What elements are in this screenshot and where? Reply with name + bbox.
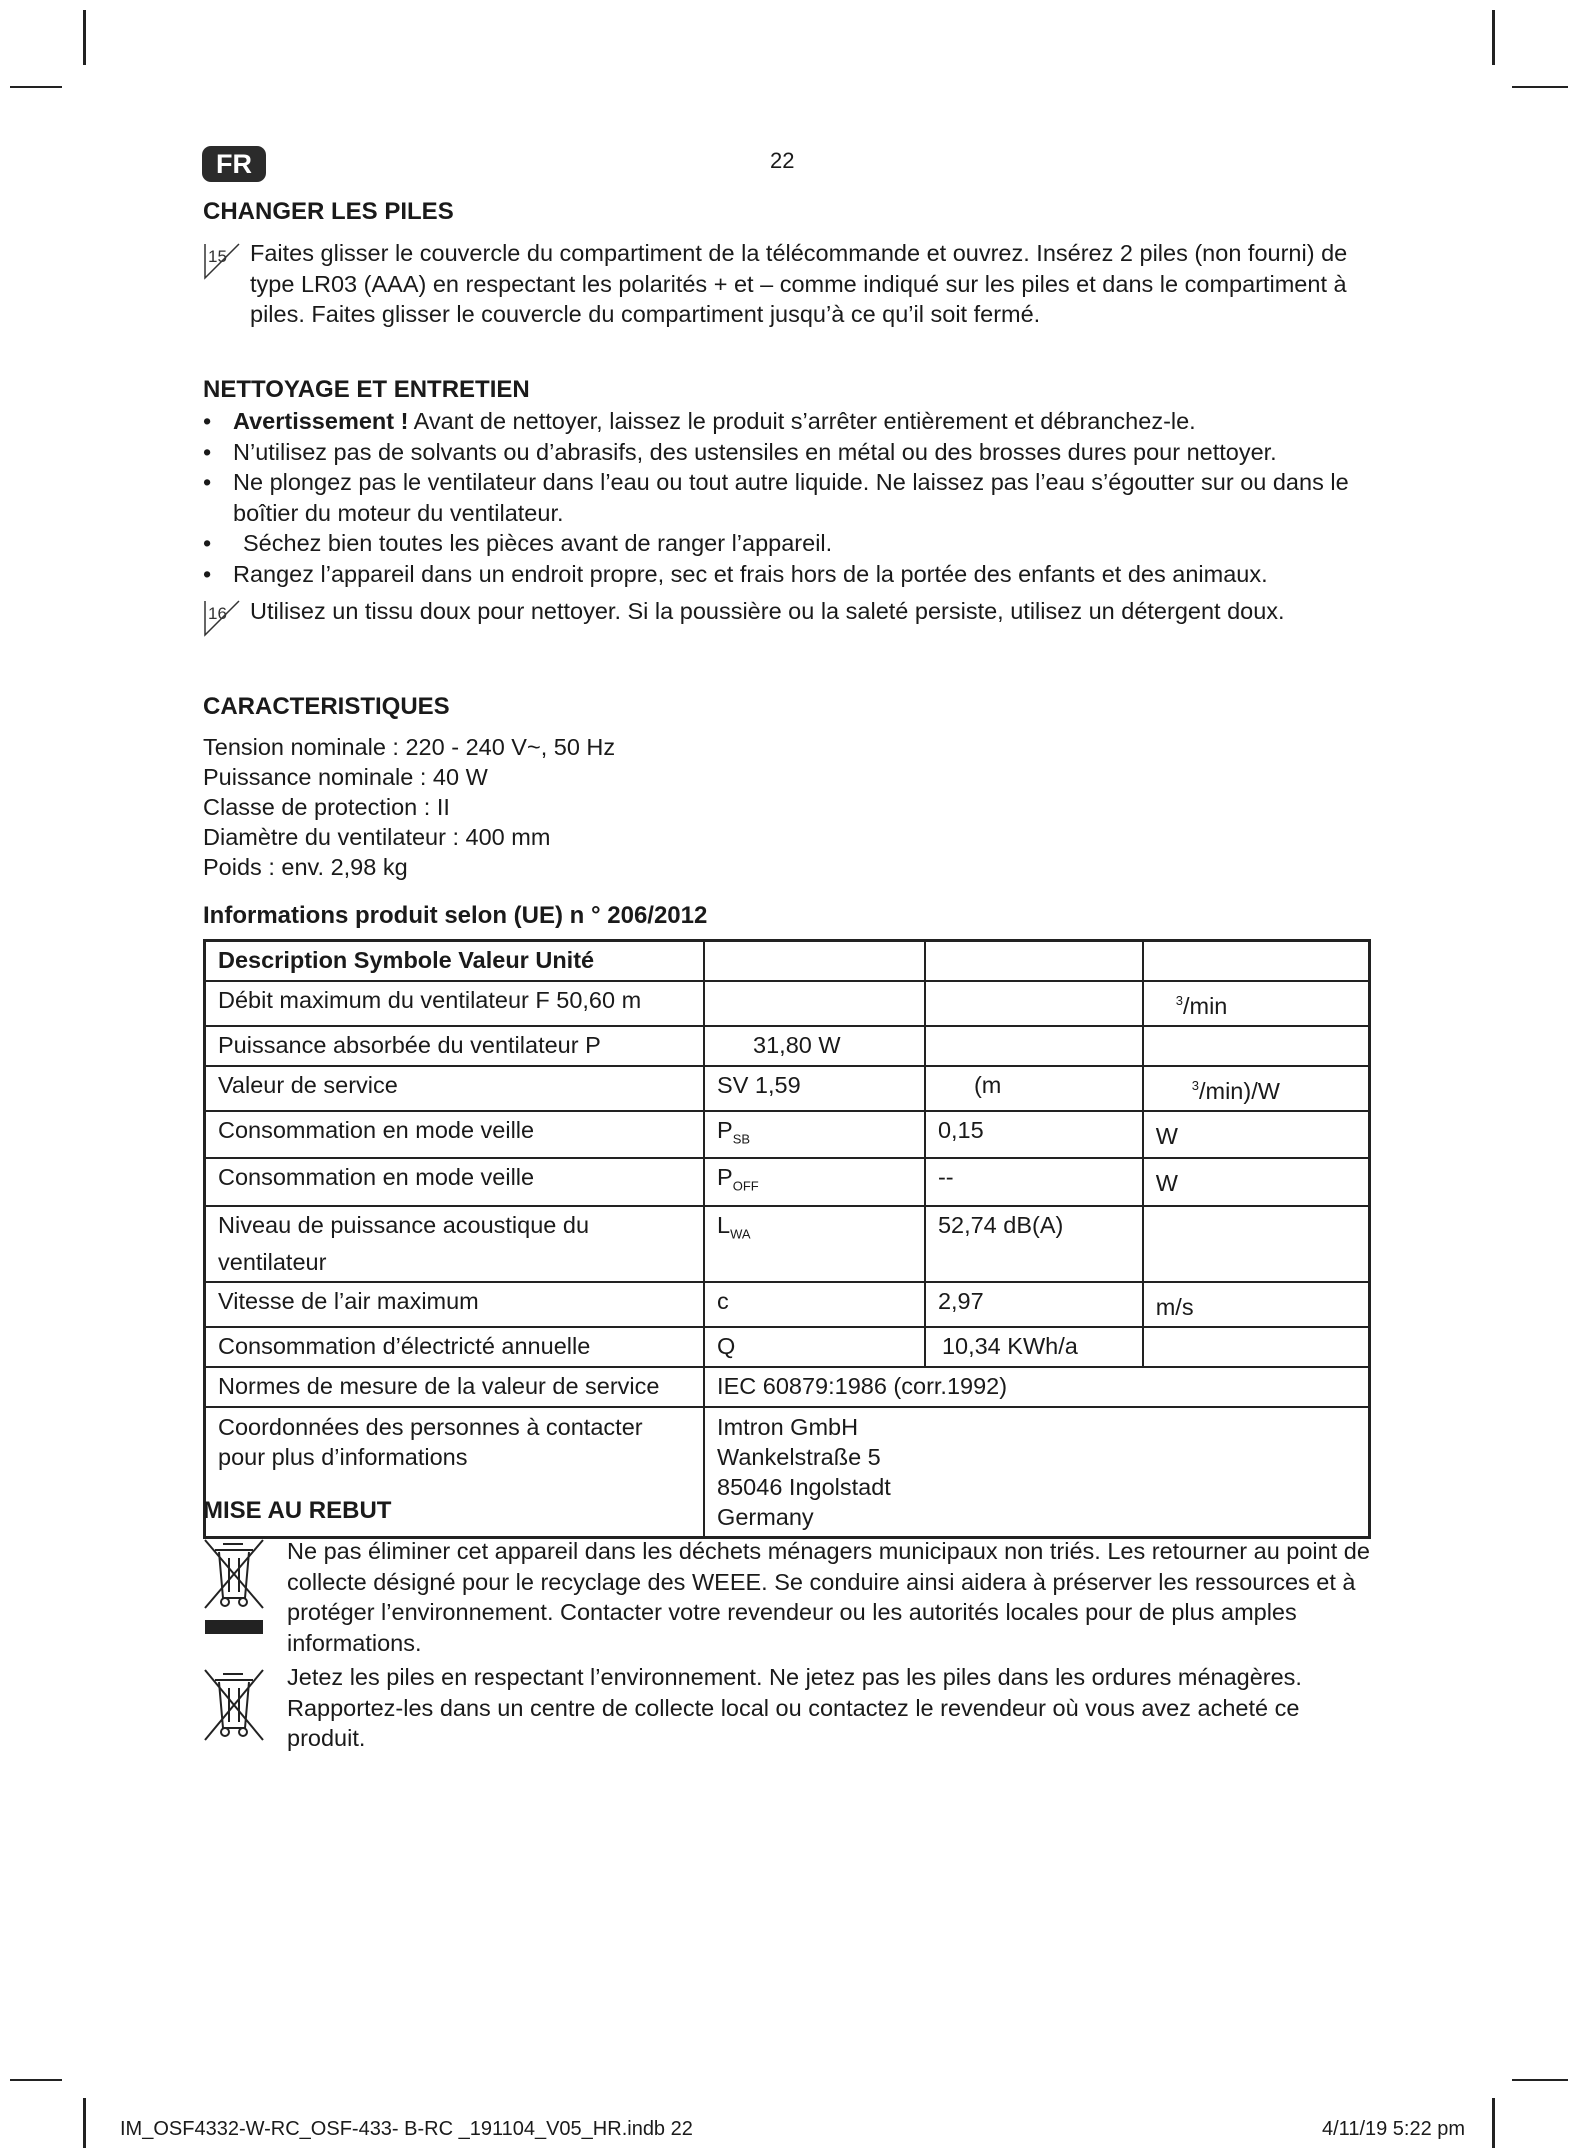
step-number: 16 xyxy=(208,604,227,623)
table-row: Valeur de service SV 1,59 (m $^3$/min)/W xyxy=(205,1066,1370,1111)
crop-mark xyxy=(10,2079,62,2081)
crop-mark xyxy=(1492,10,1495,65)
crop-mark xyxy=(83,10,86,65)
table-row: Consommation en mode veille $P_{OFF}$ -- W xyxy=(205,1158,1370,1206)
cleaning-list xyxy=(203,406,1373,589)
table-row: Consommation en mode veille $P_{SB}$ 0,15 W xyxy=(205,1111,1370,1159)
table-row: Normes de mesure de la valeur de service IEC 60879:1986 (corr.1992) xyxy=(205,1367,1370,1407)
list-item: • Rangez l’appareil dans un endroit propre, sec et frais hors de la portée des enfants et des animaux. xyxy=(203,559,1373,590)
battery-disposal-text: Jetez les piles en respectant l’environnement. Ne jetez pas les piles dans les ordures ménagères. Rapportez-les dans un centre de collecte local ou contactez le revendeur où vous avez acheté ce produit. xyxy=(287,1664,1302,1751)
product-info-table xyxy=(203,939,1371,1539)
list-item: • Séchez bien toutes les pièces avant de ranger l’appareil. xyxy=(203,528,1373,559)
crop-mark xyxy=(10,86,62,88)
spec-list xyxy=(203,732,615,882)
spec-line: Puissance nominale : 40 W xyxy=(203,764,488,790)
crop-mark xyxy=(1512,86,1568,88)
table-row: Consommation d’électricté annuelle Q 10,34 KWh/a xyxy=(205,1327,1370,1367)
battery-disposal-icon xyxy=(203,1668,265,1749)
footer-date: 4/11/19 5:22 pm xyxy=(1322,2118,1466,2140)
crop-mark xyxy=(83,2098,86,2148)
step-number: 15 xyxy=(208,247,227,266)
table-header-row xyxy=(205,941,1370,982)
battery-instructions: Faites glisser le couvercle du compartiment de la télécommande et ouvrez. Insérez 2 piles (non fourni) de type LR03 (AAA) en respectant les polarités + et – comme indiqué sur les piles et dans le compartiment à piles. Faites glisser le couvercle du compartiment jusqu’à ce qu’il soit fermé. xyxy=(250,240,1348,327)
section-title-specs: CARACTERISTIQUES xyxy=(203,693,450,720)
table-row: Débit maximum du ventilateur F 50,60 m $^3$/min xyxy=(205,981,1370,1026)
figure-reference-icon xyxy=(203,597,243,637)
table-row: Puissance absorbée du ventilateur P 31,80 W xyxy=(205,1026,1370,1066)
section-title-cleaning: NETTOYAGE ET ENTRETIEN xyxy=(203,376,530,403)
table-row: Niveau de puissance acoustique du ventilateur $L_{WA}$ 52,74 dB(A) xyxy=(205,1206,1370,1282)
crop-mark xyxy=(1492,2098,1495,2148)
page-number: 22 xyxy=(770,148,795,173)
crop-mark xyxy=(1512,2079,1568,2081)
table-header: Description Symbole Valeur Unité xyxy=(205,941,705,982)
cleaning-tip: Utilisez un tissu doux pour nettoyer. Si la poussière ou la saleté persiste, utilisez un détergent doux. xyxy=(250,598,1285,624)
figure-reference-icon xyxy=(203,240,243,280)
spec-line: Tension nominale : 220 - 240 V~, 50 Hz xyxy=(203,734,616,760)
spec-line: Poids : env. 2,98 kg xyxy=(203,854,408,880)
section-title-product-info: Informations produit selon (UE) n ° 206/2012 xyxy=(203,902,708,929)
list-item: • N’utilisez pas de solvants ou d’abrasifs, des ustensiles en métal ou des brosses dures pour nettoyer. xyxy=(203,437,1373,468)
table-row: Vitesse de l’air maximum c 2,97 m/s xyxy=(205,1282,1370,1327)
section-title-disposal: MISE AU REBUT xyxy=(203,1497,392,1524)
section-title-batteries: CHANGER LES PILES xyxy=(203,198,454,225)
language-badge: FR xyxy=(202,146,266,182)
spec-line: Classe de protection : II xyxy=(203,794,450,820)
spec-line: Diamètre du ventilateur : 400 mm xyxy=(203,824,551,850)
table-row: Coordonnées des personnes à contacter pour plus d’informations Imtron GmbH Wankelstraße 5 85046 Ingolstadt Germany xyxy=(205,1407,1370,1538)
contact-address: Imtron GmbH Wankelstraße 5 85046 Ingolstadt Germany xyxy=(704,1407,1369,1538)
list-item: • Avertissement ! Avant de nettoyer, laissez le produit s’arrêter entièrement et débranchez-le. xyxy=(203,406,1373,437)
list-item: • Ne plongez pas le ventilateur dans l’eau ou tout autre liquide. Ne laissez pas l’eau s’égoutter sur ou dans le boîtier du moteur du ventilateur. xyxy=(203,467,1373,528)
disposal-text: Ne pas éliminer cet appareil dans les déchets ménagers municipaux non triés. Les retourner au point de collecte désigné pour le recyclage des WEEE. Se conduire ainsi aidera à préserver les ressources et à protéger l’environnement. Contacter votre revendeur ou les autorités locales pour de plus amples informations. xyxy=(287,1538,1370,1656)
footer-filename: IM_OSF4332-W-RC_OSF-433- B-RC _191104_V05_HR.indb 22 xyxy=(120,2118,693,2140)
weee-bin-icon xyxy=(203,1538,265,1651)
